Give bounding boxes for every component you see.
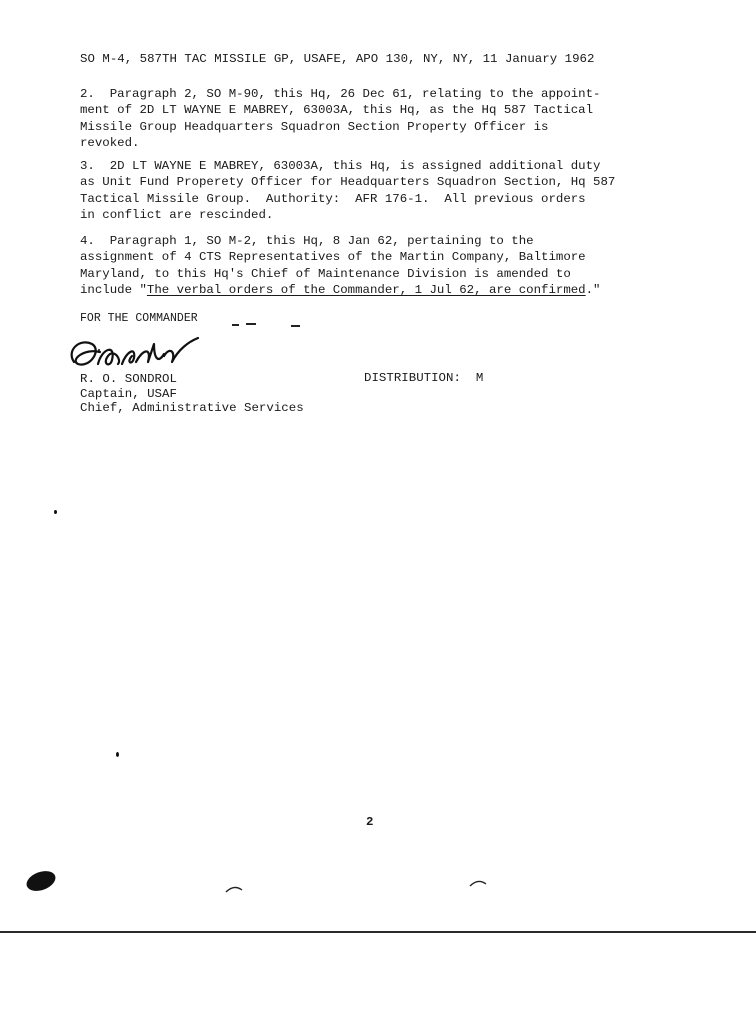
page-number: 2 — [366, 815, 374, 829]
paragraph-4-line: 4. Paragraph 1, SO M-2, this Hq, 8 Jan 62, pertaining to the — [80, 234, 534, 248]
paragraph-4-line: Maryland, to this Hq's Chief of Maintenance Division is amended to — [80, 266, 571, 281]
speck-mark — [116, 752, 119, 757]
paragraph-2-line: revoked. — [80, 136, 140, 151]
paragraph-4-suffix: ." — [585, 283, 601, 298]
stray-mark — [291, 325, 300, 327]
paragraph-3-line: as Unit Fund Properety Officer for Headquarters Squadron Section, Hq 587 — [80, 175, 616, 190]
speck-mark — [98, 349, 100, 351]
for-the-commander: FOR THE COMMANDER — [80, 312, 198, 325]
paragraph-3-line: in conflict are rescinded. — [80, 208, 274, 223]
scan-artifact — [468, 878, 488, 888]
paragraph-3 — [80, 158, 640, 224]
distribution: DISTRIBUTION: M — [364, 371, 484, 385]
paragraph-4-underlined-text: The verbal orders of the Commander, 1 Jul 62, are confirmed — [146, 283, 586, 298]
paragraph-2-line: ment of 2D LT WAYNE E MABREY, 63003A, this Hq, as the Hq 587 Tactical — [80, 103, 594, 118]
scan-edge-line — [0, 931, 756, 933]
paragraph-2 — [80, 86, 640, 152]
signer-name: R. O. SONDROL — [80, 372, 177, 386]
paragraph-4-prefix: include " — [80, 283, 147, 298]
signer-title: Chief, Administrative Services — [80, 401, 304, 415]
paragraph-2-line: Missile Group Headquarters Squadron Section Property Officer is — [80, 119, 549, 134]
stray-mark — [246, 323, 256, 325]
paragraph-4-line: assignment of 4 CTS Representatives of the Martin Company, Baltimore — [80, 250, 586, 265]
stray-mark — [232, 324, 239, 326]
ink-blot — [24, 867, 58, 894]
paragraph-4-last-line — [80, 282, 640, 298]
speck-mark — [54, 510, 57, 514]
paragraph-3-line: Tactical Missile Group. Authority: AFR 176-1. All previous orders — [80, 191, 586, 206]
paragraph-3-line: 3. 2D LT WAYNE E MABREY, 63003A, this Hq, is assigned additional duty — [80, 159, 601, 173]
paragraph-2-line: 2. Paragraph 2, SO M-90, this Hq, 26 Dec 61, relating to the appoint- — [80, 87, 601, 101]
order-header: SO M-4, 587TH TAC MISSILE GP, USAFE, APO 130, NY, NY, 11 January 1962 — [80, 52, 595, 66]
signer-rank: Captain, USAF — [80, 387, 177, 401]
paragraph-4 — [80, 233, 640, 299]
scan-artifact — [224, 884, 244, 894]
